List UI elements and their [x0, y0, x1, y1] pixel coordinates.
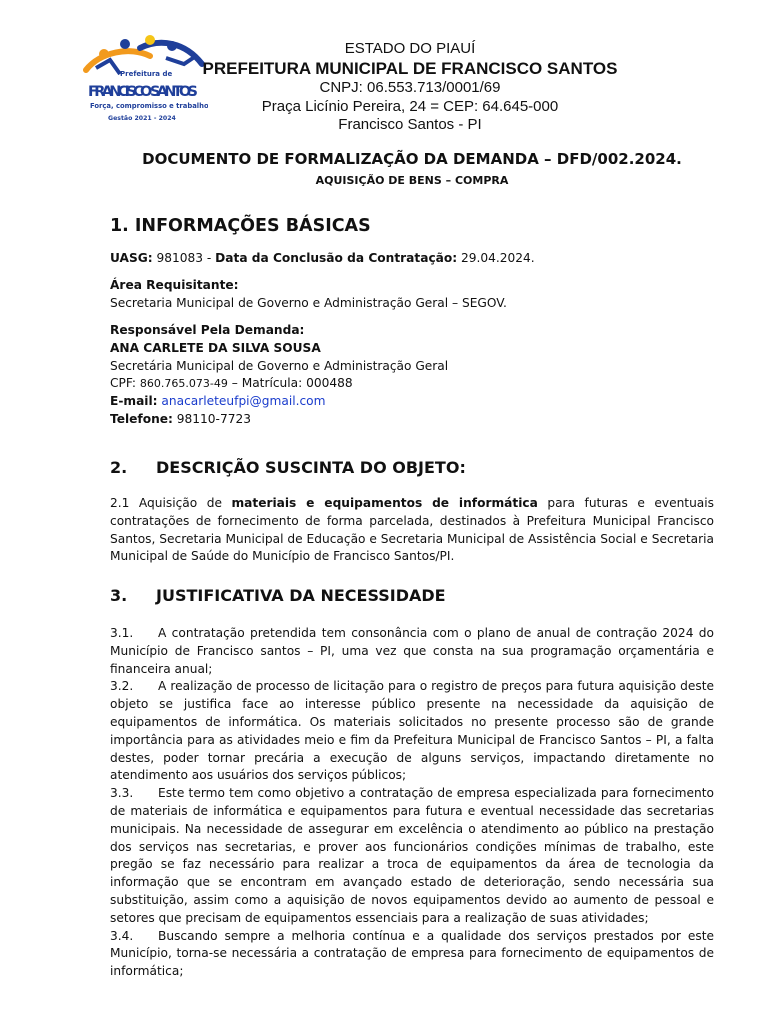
- section2-pre: 2.1 Aquisição de: [110, 496, 222, 510]
- document-subtitle: AQUISIÇÃO DE BENS – COMPRA: [315, 174, 509, 187]
- city: Francisco Santos - PI: [338, 116, 482, 133]
- list-item: [110, 928, 714, 981]
- state-name: ESTADO DO PIAUÍ: [344, 40, 476, 57]
- item-text: Buscando sempre a melhoria contínua e a qualidade dos serviços prestados por este Município, torna-se necessária a contratação de empresa para fornecimento de equipamentos de informática;: [110, 928, 714, 979]
- cpf-line: [110, 375, 714, 393]
- logo-line2: FRANCISCO SANTOS: [88, 84, 198, 100]
- phone-label: Telefone:: [110, 411, 173, 426]
- date-value: 29.04.2024.: [461, 251, 535, 265]
- list-item: [110, 625, 714, 678]
- section1-heading: 1. INFORMAÇÕES BÁSICAS: [110, 216, 371, 236]
- logo-line1: Prefeitura de: [120, 70, 173, 78]
- phone-line: [110, 411, 714, 429]
- letterhead: [160, 40, 660, 135]
- item-number: 3.4.: [110, 928, 134, 943]
- area-value: Secretaria Municipal de Governo e Administração Geral – SEGOV.: [110, 295, 507, 310]
- uasg-value: 981083 -: [156, 251, 212, 265]
- item-text: A contratação pretendida tem consonância com o plano de anual de contração 2024 do Município de Francisco santos – PI, uma vez que consta na sua programação orçamentária e financeira anual;: [110, 626, 714, 676]
- email-label: E-mail:: [110, 394, 158, 409]
- matricula: – Matrícula: 000488: [231, 376, 353, 391]
- responsible-block: [110, 322, 714, 429]
- section2-heading: [110, 458, 714, 477]
- section3-heading: [110, 586, 714, 605]
- section3-title: JUSTIFICATIVA DA NECESSIDADE: [156, 586, 446, 605]
- document-title: DOCUMENTO DE FORMALIZAÇÃO DA DEMANDA – DFD/002.2024.: [142, 150, 682, 168]
- section2-paragraph: [110, 495, 714, 566]
- logo-line3: Força, compromisso e trabalho.: [90, 102, 208, 110]
- area-block: [110, 277, 714, 313]
- cpf-value: 860.765.073-49: [139, 377, 228, 391]
- list-item: [110, 785, 714, 927]
- item-number: 3.3.: [110, 786, 134, 801]
- uasg-line: [110, 250, 714, 268]
- email-link[interactable]: anacarleteufpi@gmail.com: [161, 394, 326, 409]
- logo-line4: Gestão 2021 - 2024: [108, 115, 176, 122]
- responsible-label: Responsável Pela Demanda:: [110, 323, 305, 337]
- date-label: Data da Conclusão da Contratação:: [215, 251, 458, 265]
- section2-number: 2.: [110, 458, 128, 477]
- item-number: 3.2.: [110, 679, 134, 694]
- section2-bold: materiais e equipamentos de informática: [231, 496, 538, 510]
- item-number: 3.1.: [110, 626, 134, 640]
- cnpj: CNPJ: 06.553.713/0001/69: [319, 79, 501, 96]
- section2-post: para futuras e eventuais contratações de fornecimento de forma parcelada, destinados à Prefeitura Municipal Francisco Santos, Secretaria Municipal de Educação e Secretaria Municipal de Assistência Social e Secretaria Municipal de Saúde do Município de Francisco Santos/PI.: [110, 496, 715, 564]
- address: Praça Licínio Pereira, 24 = CEP: 64.645-000: [261, 97, 559, 115]
- list-item: [110, 678, 714, 785]
- responsible-name: ANA CARLETE DA SILVA SOUSA: [110, 340, 321, 355]
- item-text: Este termo tem como objetivo a contratação de empresa especializada para fornecimento de materiais de informática e equipamentos para futura e eventual necessidade das secretarias municipais. Na necessidade de assegurar em excelência o atendimento ao público na prestação dos serviços nas secretarias, e prover aos funcionários condições mínimas de trabalho, este pregão se faz necessário para realizar a troca de equipamentos da área de tecnologia da informação que se encontram em avançado estado de deterioração, sendo necessária sua substituição, assim como a aquisição de novos equipamentos devido ao aumento de pessoal e setores que precisam de equipamentos essenciais para a realização de suas atividades;: [110, 786, 714, 925]
- section3-number: 3.: [110, 586, 128, 605]
- responsible-org: Secretária Municipal de Governo e Administração Geral: [110, 358, 449, 373]
- section3-list: [110, 625, 714, 981]
- cpf-label: CPF:: [110, 376, 137, 391]
- email-line: [110, 393, 714, 411]
- uasg-label: UASG:: [110, 251, 153, 265]
- section2-title: DESCRIÇÃO SUSCINTA DO OBJETO:: [156, 458, 466, 477]
- item-text: A realização de processo de licitação para o registro de preços para futura aquisição deste objeto se justifica face ao interesse público presente na necessidade da aquisição de equipamentos de informática. Os materiais solicitados no presente processo são de grande importância para as atividades meio e fim da Prefeitura Municipal de Francisco Santos – PI, a falta destes, poder tornar precária a execução de alguns serviços, impactando diretamente no atendimento aos usuários dos serviços públicos;: [110, 679, 714, 783]
- phone-value: 98110-7723: [176, 411, 251, 426]
- area-label: Área Requisitante:: [110, 278, 239, 292]
- prefeitura-name: PREFEITURA MUNICIPAL DE FRANCISCO SANTOS: [202, 59, 618, 78]
